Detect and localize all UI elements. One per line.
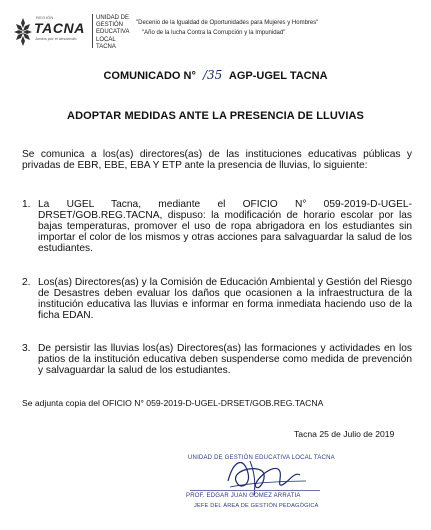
signer-role: JEFE DEL ÁREA DE GESTIÓN PEDAGÓGICA (194, 503, 319, 509)
header-divider (92, 14, 93, 48)
logo-emblem-icon (12, 17, 34, 47)
signature-stamp (180, 445, 370, 525)
document-date: Tacna 25 de Julio de 2019 (294, 429, 395, 439)
list-item-number: 2. (22, 277, 31, 288)
list-item-number: 3. (22, 343, 31, 354)
list-item-text: De persistir las lluvias los(as) Directores(as) las formaciones y actividades en los patios de la institución educativa deben suspenderse como medida de prevención y salvaguardar la salud de los estudiantes. (38, 343, 412, 376)
logo-name: TACNA (34, 20, 85, 36)
motto-year: "Año de la lucha Contra la Corrupción y la Impunidad" (142, 30, 286, 36)
signer-name: PROF. EDGAR JUAN GOMEZ ARRATIA (186, 493, 301, 499)
header-mottos (136, 18, 318, 38)
comunicado-title (0, 68, 431, 82)
list-item-text: Los(as) Directores(as) y la Comisión de Educación Ambiental y Gestión del Riesgo de Desastres deben evaluar los daños que ocasionen a la infraestructura de la institución educativa las lluvias e informar en forma inmediata haciendo uso de la ficha EDAN. (38, 277, 412, 321)
subject-heading: ADOPTAR MEDIDAS ANTE LA PRESENCIA DE LLUVIAS (67, 110, 364, 122)
ugel-unit-name: UNIDAD DE GESTIÓN EDUCATIVA LOCAL TACNA (96, 15, 130, 50)
stamp-unit-text: UNIDAD DE GESTIÓN EDUCATIVA LOCAL TACNA (188, 455, 335, 461)
letterhead (12, 12, 422, 52)
signature-line (190, 490, 320, 491)
comunicado-number: /35 (202, 68, 223, 82)
comunicado-prefix: COMUNICADO N° (103, 70, 196, 82)
intro-paragraph: Se comunica a los(as) directores(as) de las instituciones educativas públicas y privadas de EBR, EBE, EBA Y ETP ante la presencia de lluvias, lo siguiente: (22, 149, 412, 171)
motto-decade: "Decenio de la Igualdad de Oportunidades para Mujeres y Hombres" (136, 20, 319, 26)
logo-region-label: REGIÓN (36, 15, 54, 20)
comunicado-suffix: AGP-UGEL TACNA (228, 70, 328, 82)
attachment-note: Se adjunta copia del OFICIO N° 059-2019-D-UGEL-DRSET/GOB.REG.TACNA (22, 398, 324, 408)
list-item-text: La UGEL Tacna, mediante el OFICIO N° 059-2019-D-UGEL-DRSET/GOB.REG.TACNA, dispuso: la modificación de horario escolar por las bajas temperaturas, promover el uso de ropa abrigadora en los estudiantes sin importar el color de los mismos y otras acciones para salvaguardar la salud de los estudiantes. (38, 199, 412, 254)
region-tacna-logo (12, 12, 90, 50)
list-item-number: 1. (22, 199, 31, 210)
logo-tagline: Juntos por el desarrollo (35, 36, 77, 41)
